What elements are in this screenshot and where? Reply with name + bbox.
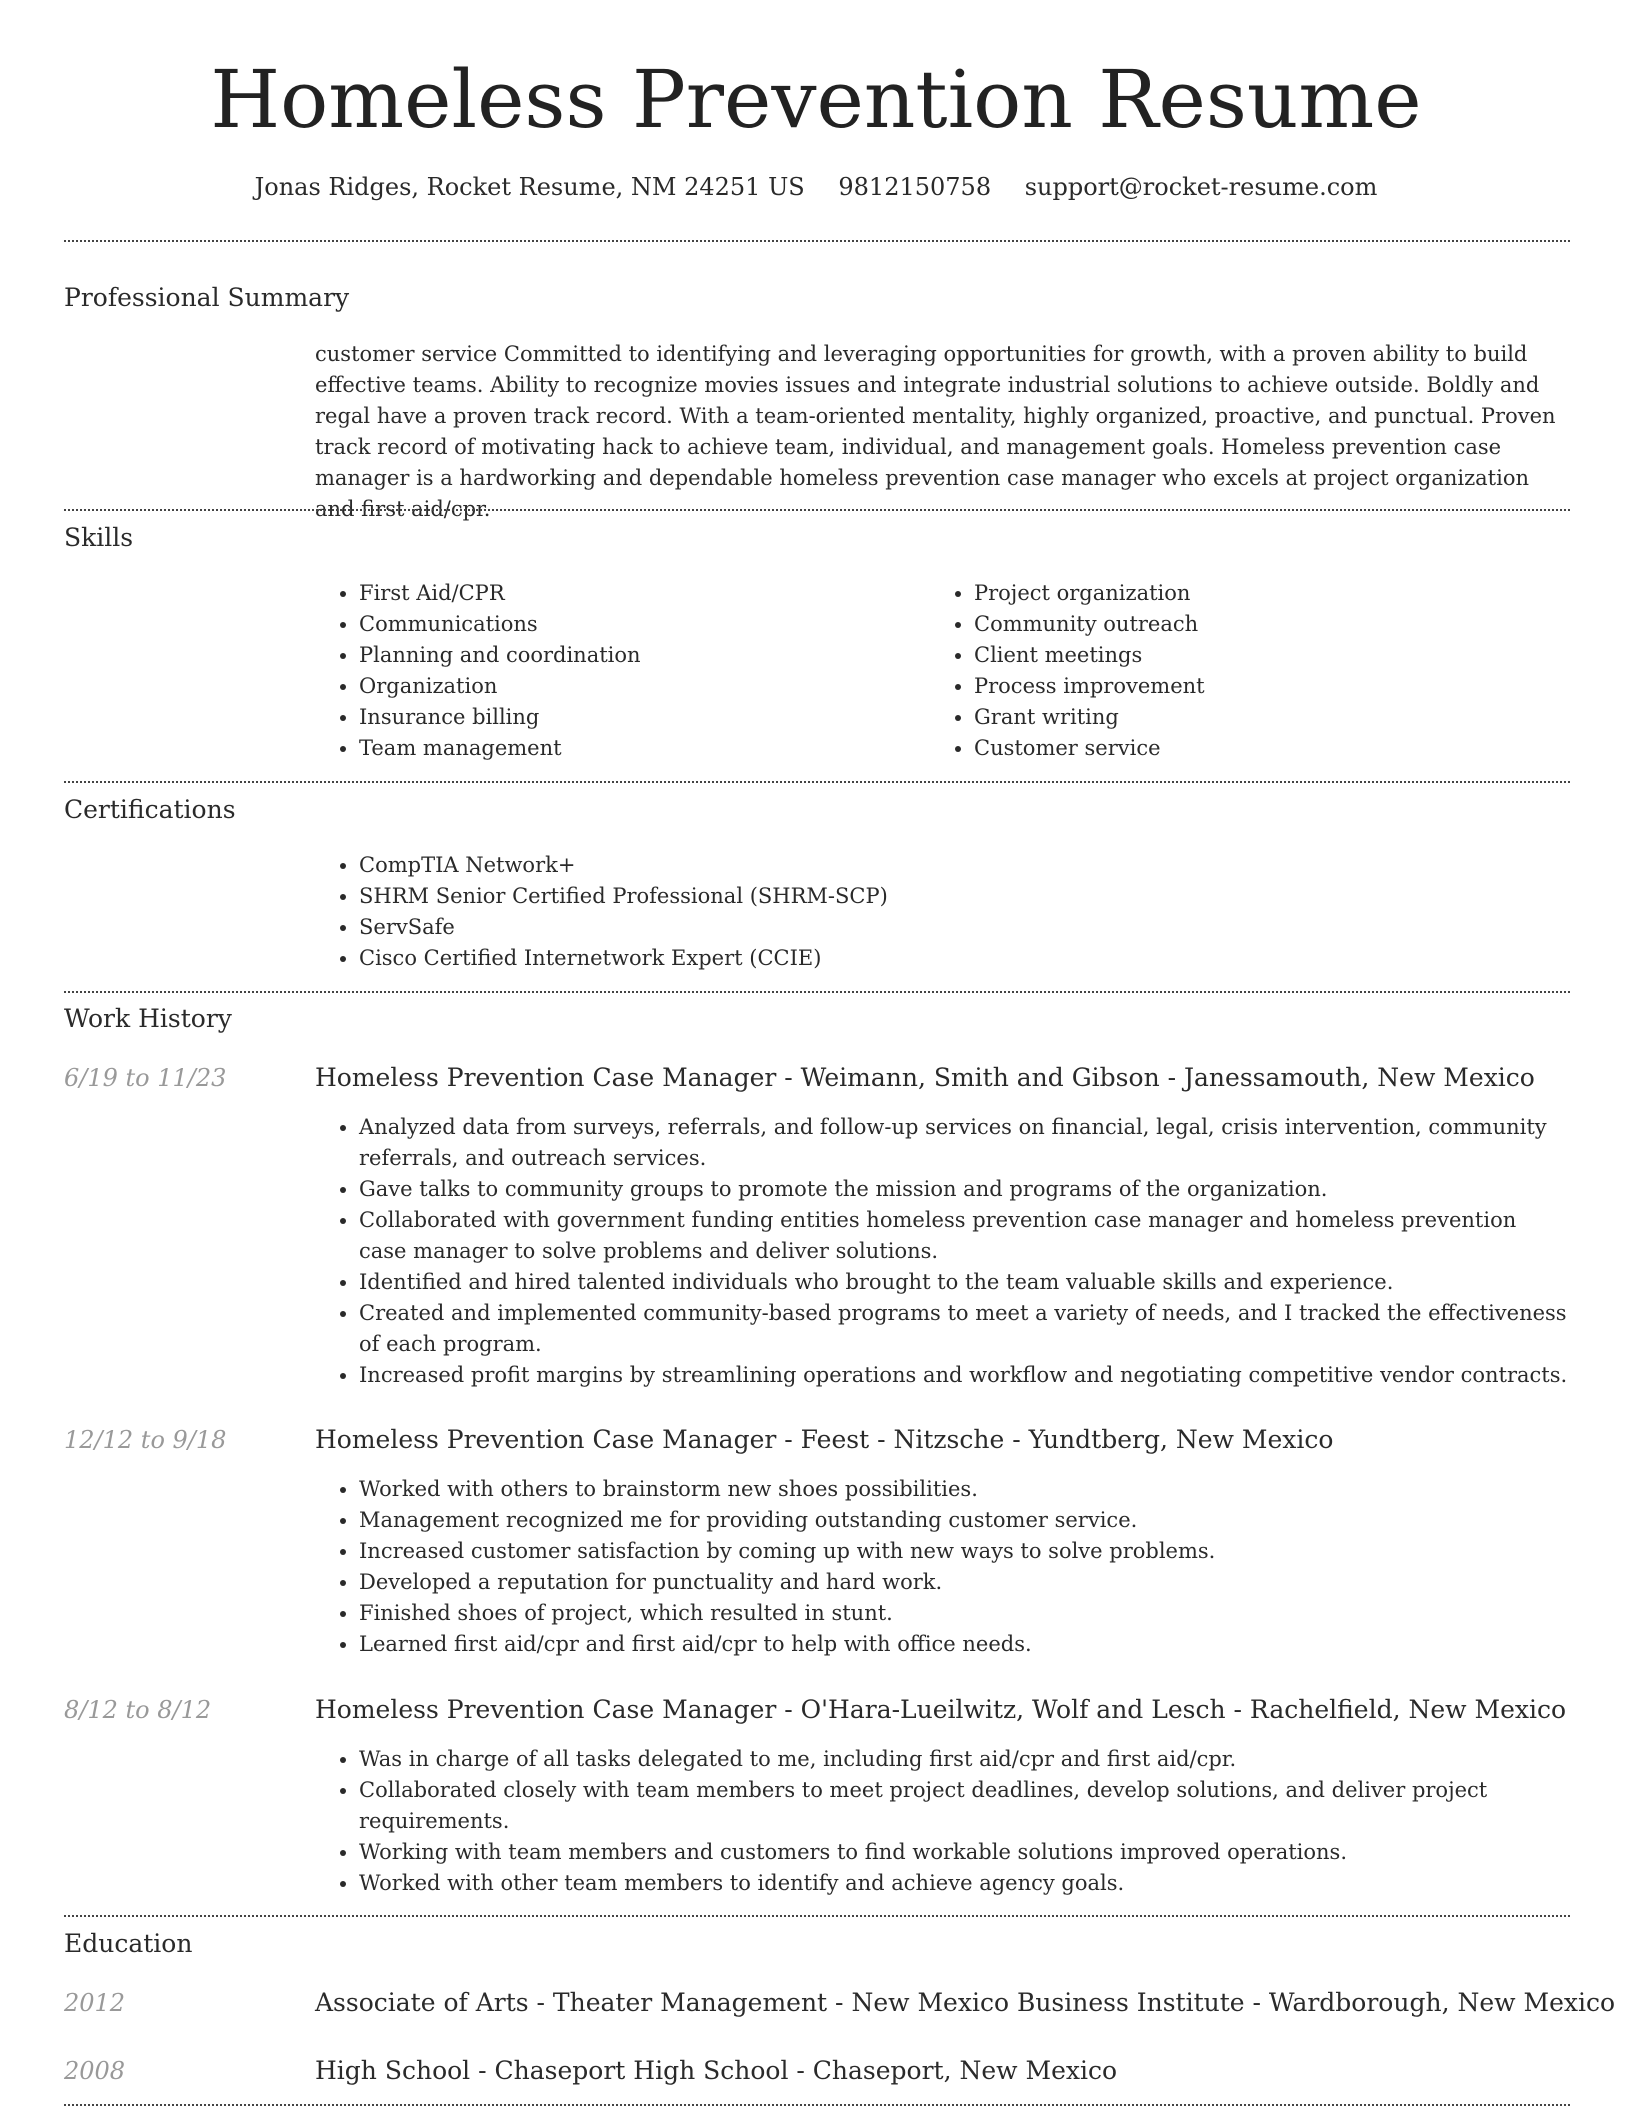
skill-item: • Grant writing — [974, 702, 1530, 733]
skill-item: • Customer service — [974, 733, 1530, 764]
skill-item: • Team management — [359, 733, 915, 764]
job-title: Homeless Prevention Case Manager - Feest - Nitzsche - Yundtberg, New Mexico — [315, 1425, 1334, 1454]
job-bullets — [315, 1474, 1570, 1660]
job-bullet: • Analyzed data from surveys, referrals, and follow-up services on financial, legal, crisis intervention, community referrals, and outreach services. — [359, 1112, 1570, 1174]
work-history-heading: Work History — [64, 1004, 232, 1033]
resume-title: Homeless Prevention Resume — [210, 53, 1422, 146]
summary-heading: Professional Summary — [64, 283, 350, 312]
certification-item: • SHRM Senior Certified Professional (SHRM-SCP) — [359, 881, 1570, 912]
education-heading: Education — [64, 1929, 193, 1958]
certifications-list — [315, 850, 1570, 974]
job-bullet: • Identified and hired talented individuals who brought to the team valuable skills and experience. — [359, 1267, 1570, 1298]
job-bullets — [315, 1744, 1570, 1899]
divider — [64, 509, 1570, 511]
job-dates: 12/12 to 9/18 — [64, 1426, 227, 1454]
summary-text: customer service Committed to identifying and leveraging opportunities for growth, with a proven ability to build effective teams. Ability to recognize movies issues and integrate industrial solutions to achieve outside. Boldly and regal have a proven track record. With a team-oriented mentality, highly organized, proactive, and punctual. Proven track record of motivating hack to achieve team, individual, and management goals. Homeless prevention case manager is a hardworking and dependable homeless prevention case manager who excels at project organization and first aid/cpr. — [315, 342, 1556, 521]
skill-item: • Organization — [359, 671, 915, 702]
job-bullet: • Increased customer satisfaction by coming up with new ways to solve problems. — [359, 1536, 1570, 1567]
contact-email: support@rocket-resume.com — [1024, 173, 1378, 201]
divider — [64, 1915, 1570, 1917]
contact-phone: 9812150758 — [838, 173, 992, 201]
skill-item: • Insurance billing — [359, 702, 915, 733]
skill-item: • Process improvement — [974, 671, 1530, 702]
skill-item: • First Aid/CPR — [359, 578, 915, 609]
certification-item: • Cisco Certified Internetwork Expert (CCIE) — [359, 943, 1570, 974]
job-bullet: • Gave talks to community groups to promote the mission and programs of the organization. — [359, 1174, 1570, 1205]
job-bullet: • Created and implemented community-based programs to meet a variety of needs, and I tracked the effectiveness of each program. — [359, 1298, 1570, 1360]
education-entry: Associate of Arts - Theater Management - New Mexico Business Institute - Wardborough, New Mexico — [315, 1988, 1616, 2017]
contact-line — [0, 170, 1632, 204]
job-title: Homeless Prevention Case Manager - O'Hara-Lueilwitz, Wolf and Lesch - Rachelfield, New Mexico — [315, 1695, 1567, 1724]
job-bullet: • Learned first aid/cpr and first aid/cpr to help with office needs. — [359, 1629, 1570, 1660]
job-bullet: • Worked with others to brainstorm new shoes possibilities. — [359, 1474, 1570, 1505]
certifications-heading: Certifications — [64, 795, 236, 824]
certification-item: • CompTIA Network+ — [359, 850, 1570, 881]
skills-list-left — [315, 578, 915, 764]
job-bullet: • Finished shoes of project, which resulted in stunt. — [359, 1598, 1570, 1629]
job-bullet: • Collaborated with government funding entities homeless prevention case manager and homeless prevention case manager to solve problems and deliver solutions. — [359, 1205, 1570, 1267]
skill-item: • Project organization — [974, 578, 1530, 609]
job-bullet: • Developed a reputation for punctuality and hard work. — [359, 1567, 1570, 1598]
divider — [64, 781, 1570, 783]
certification-item: • ServSafe — [359, 912, 1570, 943]
education-entry: High School - Chaseport High School - Chaseport, New Mexico — [315, 2056, 1118, 2085]
job-bullet: • Working with team members and customers to find workable solutions improved operations. — [359, 1837, 1570, 1868]
job-bullet: • Management recognized me for providing outstanding customer service. — [359, 1505, 1570, 1536]
skill-item: • Client meetings — [974, 640, 1530, 671]
divider — [64, 2104, 1570, 2106]
divider — [64, 991, 1570, 993]
job-dates: 6/19 to 11/23 — [64, 1064, 227, 1092]
job-bullet: • Increased profit margins by streamlining operations and workflow and negotiating competitive vendor contracts. — [359, 1360, 1570, 1391]
job-title: Homeless Prevention Case Manager - Weimann, Smith and Gibson - Janessamouth, New Mexico — [315, 1063, 1535, 1092]
education-year: 2012 — [64, 1989, 126, 2017]
skill-item: • Communications — [359, 609, 915, 640]
contact-address: Jonas Ridges, Rocket Resume, NM 24251 US — [254, 173, 805, 201]
job-bullets — [315, 1112, 1570, 1391]
skill-item: • Community outreach — [974, 609, 1530, 640]
skill-item: • Planning and coordination — [359, 640, 915, 671]
skills-list-right — [930, 578, 1530, 764]
divider — [64, 240, 1570, 242]
job-bullet: • Was in charge of all tasks delegated to me, including first aid/cpr and first aid/cpr. — [359, 1744, 1570, 1775]
skills-heading: Skills — [64, 523, 134, 552]
job-bullet: • Worked with other team members to identify and achieve agency goals. — [359, 1868, 1570, 1899]
job-dates: 8/12 to 8/12 — [64, 1696, 212, 1724]
job-bullet: • Collaborated closely with team members to meet project deadlines, develop solutions, and deliver project requirements. — [359, 1775, 1570, 1837]
education-year: 2008 — [64, 2057, 126, 2085]
